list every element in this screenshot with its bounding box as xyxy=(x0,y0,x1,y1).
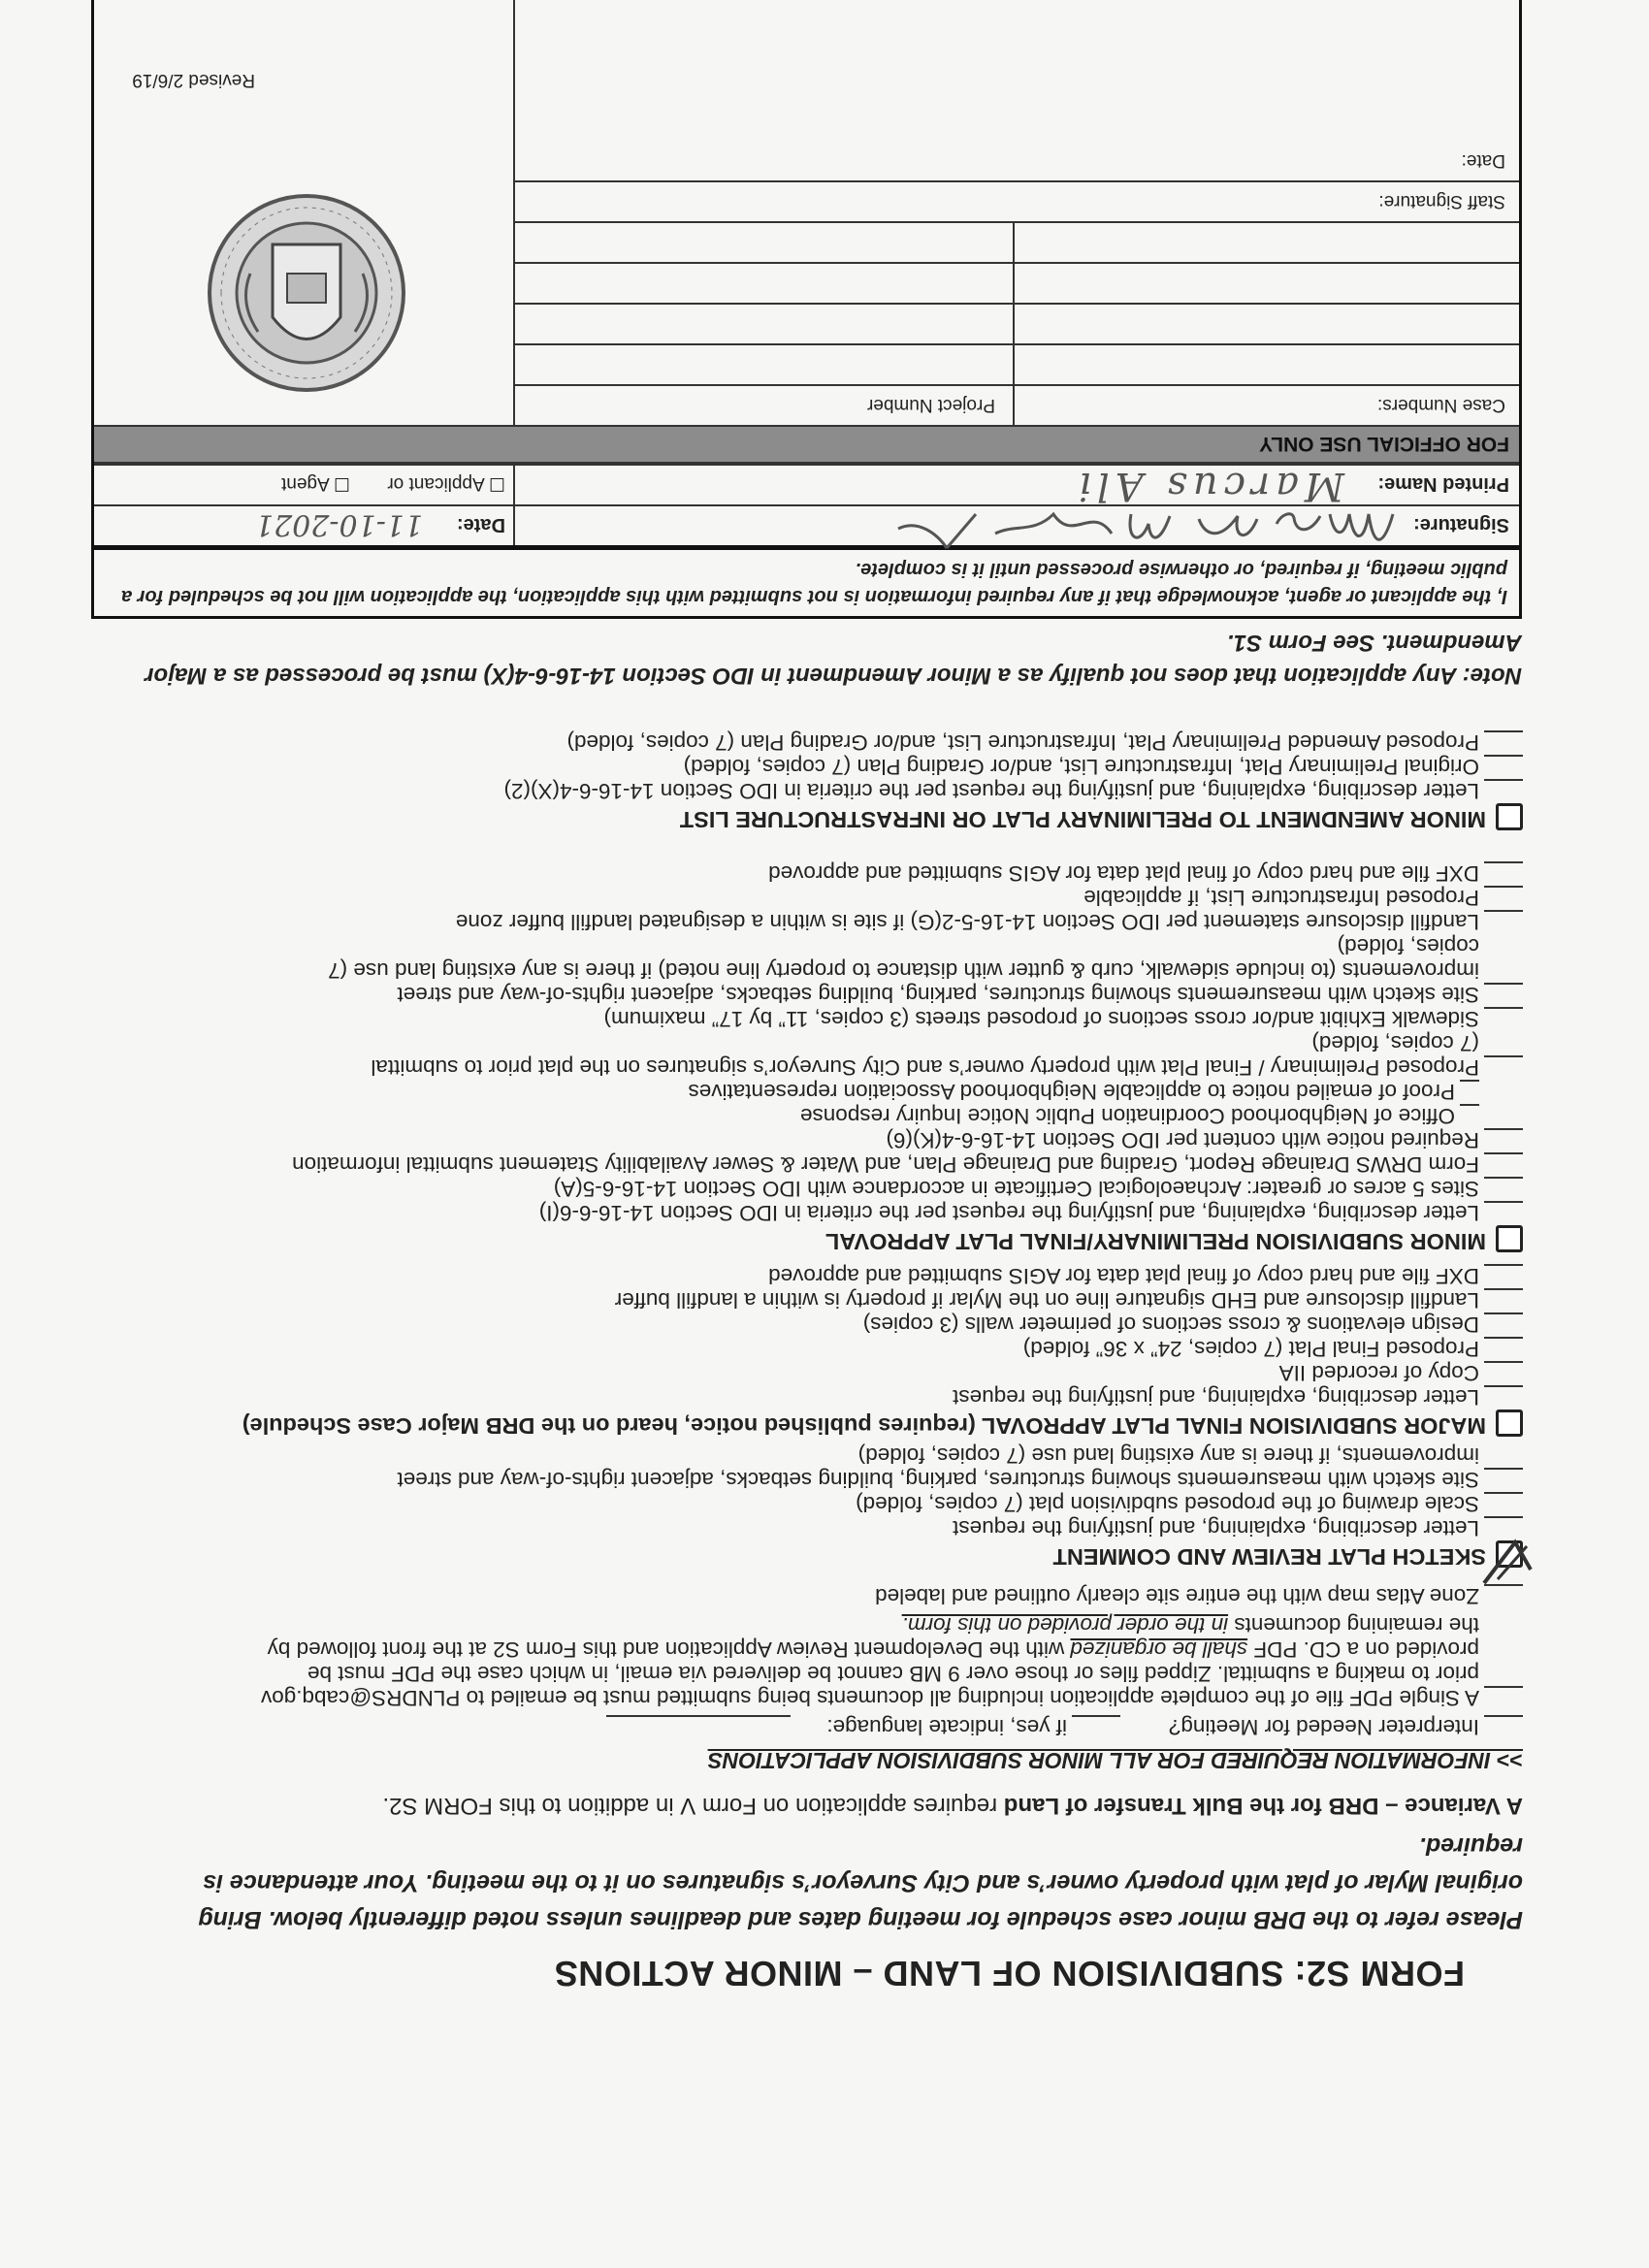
minor-prelim-item: improvements (to include sidewalk, curb & gutter with distance to property line noted) if there is any existing land use (7 xyxy=(328,958,1479,983)
minor-prelim-item: Sites 5 acres or greater: Archaeological Certificate in accordance with IDO Section 14-16-6-5(A) xyxy=(553,1177,1479,1201)
major-final-item: Letter describing, explaining, and justifying the request xyxy=(953,1385,1479,1409)
minor-prelim-subitem: Proof of emailed notice to applicable Neighborhood Association representatives xyxy=(688,1080,1455,1104)
printed-name-label: Printed Name: xyxy=(1377,473,1509,495)
pdf-line-4a: the remaining documents xyxy=(1228,1613,1479,1637)
applicant-option[interactable]: ☐ Applicant or xyxy=(387,473,505,494)
staff-signature-label: Staff Signature: xyxy=(1378,191,1505,211)
city-seal xyxy=(200,186,413,400)
blank-line xyxy=(1484,1312,1523,1314)
case-number-row[interactable] xyxy=(515,221,1519,262)
blank-line xyxy=(1484,730,1523,732)
case-number-row[interactable] xyxy=(515,343,1519,384)
major-final-item: Copy of recorded IIA xyxy=(1278,1361,1479,1385)
case-number-row[interactable] xyxy=(515,262,1519,303)
applicant-option-label: Applicant or xyxy=(387,473,485,494)
acknowledgement-box xyxy=(91,547,1522,619)
blank-line xyxy=(1484,1492,1523,1494)
date-value[interactable]: 11-10-2021 xyxy=(255,507,423,541)
blank-line xyxy=(1484,1337,1523,1339)
minor-amend-checkbox[interactable] xyxy=(1496,803,1523,830)
note-text: Note: Any application that does not qualify as a Minor Amendment in IDO Section 14-16-6-4(X) must be processed as a Major Amendment. See Form S1. xyxy=(145,630,1522,689)
blank-line xyxy=(1484,861,1523,863)
sketch-item: Site sketch with measurements showing structures, parking, building setbacks, adjacent rights-of-way and street xyxy=(397,1468,1479,1492)
zone-atlas-item: Zone Atlas map with the entire site clearly outlined and labeled xyxy=(875,1584,1479,1608)
blank-line xyxy=(1484,1361,1523,1363)
printed-name-divider xyxy=(513,464,515,504)
staff-signature-row[interactable] xyxy=(515,180,1519,221)
signature-row xyxy=(94,504,1519,545)
signature-label: Signature: xyxy=(1413,514,1509,535)
minor-prelim-item: Site sketch with measurements showing structures, parking, building setbacks, adjacent rights-of-way and street xyxy=(397,983,1479,1007)
minor-amend-item: Proposed Amended Preliminary Plat, Infrastructure List, and/or Grading Plan (7 copies, folded) xyxy=(566,730,1479,755)
pdf-line-4 xyxy=(902,1612,1479,1637)
interpreter-language-field[interactable] xyxy=(606,1715,791,1717)
revised-date: Revised 2/6/19 xyxy=(132,70,255,90)
staff-date-label: Date: xyxy=(1461,150,1505,171)
minor-prelim-item: Form DRWS Drainage Report, Grading and Drainage Plan, and Water & Sewer Availability Statement submittal information xyxy=(292,1152,1479,1177)
sketch-item: improvements, if there is any existing land use (7 copies, folded) xyxy=(857,1443,1479,1468)
date-label: Date: xyxy=(456,514,505,535)
blank-line xyxy=(1484,1516,1523,1518)
printed-name-value[interactable]: Marcus Ali xyxy=(1073,464,1344,508)
minor-prelim-item: DXF file and hard copy of final plat data for AGIS submitted and approved xyxy=(768,861,1479,886)
pdf-line-3c: with the Development Review Application and this Form S2 at the front followed by xyxy=(267,1637,1071,1662)
info-heading: >> INFORMATION REQUIRED FOR ALL MINOR SUBDIVISION APPLICATIONS xyxy=(707,1748,1523,1773)
minor-prelim-item: (7 copies, folded) xyxy=(1311,1031,1479,1055)
blank-line xyxy=(1460,1080,1479,1082)
project-number-label: Project Number xyxy=(867,395,995,415)
staff-date-row[interactable] xyxy=(515,140,1519,180)
sketch-title: SKETCH PLAT REVIEW AND COMMENT xyxy=(1052,1544,1486,1570)
minor-prelim-item: copies, folded) xyxy=(1337,934,1479,958)
agent-option[interactable]: ☐ Agent xyxy=(281,473,350,494)
variance-bold: A Variance – DRB for the Bulk Transfer of Land xyxy=(1003,1793,1523,1819)
major-final-checkbox[interactable] xyxy=(1496,1409,1523,1437)
blank-line xyxy=(1484,983,1523,985)
blank-line xyxy=(1484,1177,1523,1179)
blank-line xyxy=(1484,886,1523,888)
blank-line xyxy=(1484,1055,1523,1057)
blank-line xyxy=(1484,1715,1523,1717)
acknowledgement-text: I, the applicant or agent, acknowledge that if any required information is not submitted with this application, the application will not be scheduled for a public meeting, if required, or otherwise processed until it is complete. xyxy=(120,559,1507,607)
blank-line xyxy=(1484,1468,1523,1470)
blank-line xyxy=(1484,779,1523,781)
minor-prelim-item: Sidewalk Exhibit and/or cross sections of proposed streets (3 copies, 11” by 17” maximum) xyxy=(603,1007,1479,1031)
interpreter-question: Interpreter Needed for Meeting? xyxy=(1168,1715,1479,1739)
minor-prelim-item: Landfill disclosure statement per IDO Section 14-16-5-2(G) if site is within a designated landfill buffer zone xyxy=(455,910,1479,934)
pdf-line-2: prior to making a submittal. Zipped files or those over 9 MB cannot be delivered via email, in which case the PDF must be xyxy=(307,1662,1479,1686)
blank-line xyxy=(1484,1264,1523,1266)
minor-amend-item: Letter describing, explaining, and justifying the request per the criteria in IDO Section 14-16-6-4(X)(2) xyxy=(503,779,1479,803)
minor-prelim-checkbox[interactable] xyxy=(1496,1225,1523,1252)
blank-line xyxy=(1484,1152,1523,1154)
sketch-item: Letter describing, explaining, and justifying the request xyxy=(953,1516,1479,1540)
form-title: FORM S2: SUBDIVISION OF LAND – MINOR ACTIONS xyxy=(554,1954,1465,1993)
major-final-title: MAJOR SUBDIVISION FINAL PLAT APPROVAL (requires published notice, heard on the DRB Major Case Schedule) xyxy=(242,1413,1486,1439)
blank-line xyxy=(1460,1104,1479,1106)
signature-date-divider xyxy=(513,504,515,545)
minor-prelim-item: Proposed Preliminary / Final Plat with property owner’s and City Surveyor’s signatures on the plat prior to submittal xyxy=(371,1055,1479,1080)
case-number-row[interactable] xyxy=(515,303,1519,343)
minor-amend-title: MINOR AMENDMENT TO PRELIMINARY PLAT OR INFRASTRUCTURE LIST xyxy=(679,807,1486,832)
interpreter-language-label: if yes, indicate language: xyxy=(826,1715,1067,1739)
official-use-label: FOR OFFICIAL USE ONLY xyxy=(1259,433,1509,455)
blank-line xyxy=(1484,755,1523,757)
printed-name-row xyxy=(94,464,1519,508)
minor-prelim-item: Letter describing, explaining, and justifying the request per the criteria in IDO Section 14-16-6-6(I) xyxy=(538,1201,1479,1225)
variance-rest: requires application on Form V in addition to this FORM S2. xyxy=(382,1793,1004,1819)
blank-line xyxy=(1484,1385,1523,1387)
blank-line xyxy=(1484,1288,1523,1290)
pdf-line-1: A Single PDF file of the complete application including all documents being submitted must be emailed to PLNDRS@cabq.gov xyxy=(260,1686,1479,1710)
minor-prelim-item: Proposed Infrastructure List, if applicable xyxy=(1083,886,1479,910)
pdf-line-3 xyxy=(268,1636,1479,1662)
blank-line xyxy=(1484,910,1523,912)
agent-option-label: Agent xyxy=(281,473,330,494)
signature-table xyxy=(91,0,1522,548)
pdf-line-4b: in the order provided on this form. xyxy=(901,1613,1229,1637)
major-final-item: Design elevations & cross sections of perimeter walls (3 copies) xyxy=(862,1312,1479,1337)
interpreter-answer-field[interactable] xyxy=(1072,1715,1120,1717)
blank-line xyxy=(1484,1128,1523,1130)
blank-line xyxy=(1484,1201,1523,1203)
intro-text: Please refer to the DRB minor case schedule for meeting dates and deadlines unless noted differently below. Bring original Mylar of plat with property owner’s and City Surveyor’s signatures on it to the meeting. Your attendance is required. xyxy=(198,1832,1523,1933)
pdf-line-3a: provided on a CD. PDF xyxy=(1247,1637,1479,1662)
case-numbers-label: Case Numbers: xyxy=(1377,395,1505,415)
sketch-item: Scale drawing of the proposed subdivision plat (7 copies, folded) xyxy=(856,1492,1479,1516)
major-final-item: DXF file and hard copy of final plat data for AGIS submitted and approved xyxy=(768,1264,1479,1288)
case-number-row xyxy=(515,384,1519,425)
minor-prelim-item: Required notice with content per IDO Section 14-16-6-4(K)(6) xyxy=(886,1128,1479,1152)
official-use-header xyxy=(94,425,1519,464)
major-final-item: Proposed Final Plat (7 copies, 24” x 36” folded) xyxy=(1022,1337,1479,1361)
major-final-item: Landfill disclosure and EHD signature line on the Mylar if property is within a landfill buffer xyxy=(614,1288,1479,1312)
minor-prelim-title: MINOR SUBDIVISION PRELIMINARY/FINAL PLAT APPROVAL xyxy=(824,1229,1486,1254)
blank-line xyxy=(1484,1007,1523,1009)
minor-amend-item: Original Preliminary Plat, Infrastructure List, and/or Grading Plan (7 copies, folded) xyxy=(683,755,1479,779)
variance-text xyxy=(126,1789,1523,1822)
blank-line xyxy=(1484,1686,1523,1688)
pdf-line-3b: shall be organized xyxy=(1070,1637,1248,1662)
minor-prelim-subitem: Office of Neighborhood Coordination Public Notice Inquiry response xyxy=(800,1104,1455,1128)
sketch-check-mark xyxy=(1478,1531,1536,1589)
